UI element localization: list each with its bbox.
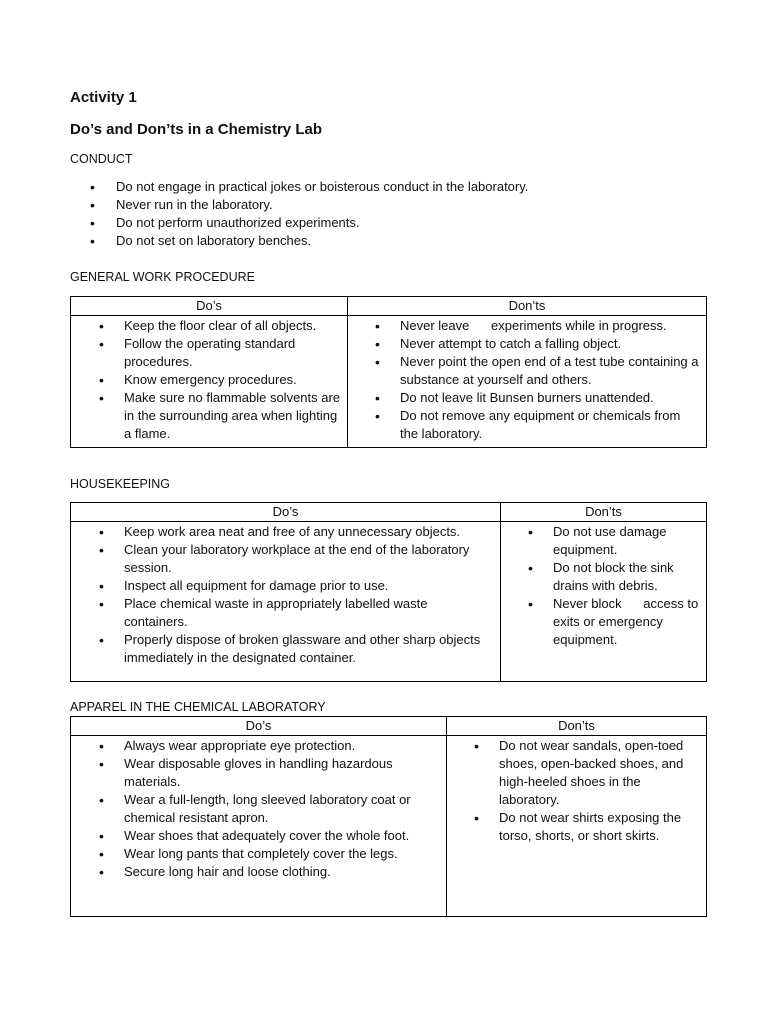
- donts-column-header: Don’ts: [501, 503, 707, 522]
- apparel-label: APPAREL IN THE CHEMICAL LABORATORY: [70, 700, 326, 714]
- list-item: • Never run in the laboratory.: [70, 196, 690, 214]
- list-item: • Wear a full-length, long sleeved laboratory coat or chemical resistant apron.: [71, 791, 440, 827]
- general-work-procedure-label: GENERAL WORK PROCEDURE: [70, 270, 255, 284]
- dos-cell: [71, 522, 501, 682]
- list-item: • Properly dispose of broken glassware and other sharp objects immediately in the designated container.: [71, 631, 494, 667]
- donts-cell: [348, 316, 707, 448]
- apparel-table: [70, 716, 707, 917]
- dos-cell: [71, 316, 348, 448]
- dos-column-header: Do’s: [71, 717, 447, 736]
- general-work-procedure-table: [70, 296, 707, 448]
- list-item: • Do not leave lit Bunsen burners unattended.: [348, 389, 700, 407]
- list-item: • Follow the operating standard procedures.: [71, 335, 341, 371]
- donts-cell: [447, 736, 707, 917]
- list-item: • Do not perform unauthorized experiments.: [70, 214, 690, 232]
- list-item: • Never point the open end of a test tube containing a substance at yourself and others.: [348, 353, 700, 389]
- housekeeping-label: HOUSEKEEPING: [70, 477, 171, 491]
- list-item: • Do not engage in practical jokes or boisterous conduct in the laboratory.: [70, 178, 690, 196]
- list-item: • Do not block the sink drains with debris.: [501, 559, 700, 595]
- activity-heading: Activity 1: [70, 89, 137, 106]
- list-item: • Always wear appropriate eye protection.: [71, 737, 440, 755]
- list-item: • Wear disposable gloves in handling hazardous materials.: [71, 755, 440, 791]
- donts-cell: [501, 522, 707, 682]
- list-item: • Do not set on laboratory benches.: [70, 232, 690, 250]
- list-item: • Wear shoes that adequately cover the whole foot.: [71, 827, 440, 845]
- housekeeping-table: [70, 502, 707, 682]
- list-item: • Inspect all equipment for damage prior to use.: [71, 577, 494, 595]
- conduct-label: CONDUCT: [70, 152, 133, 166]
- list-item: • Wear long pants that completely cover the legs.: [71, 845, 440, 863]
- list-item: • Place chemical waste in appropriately labelled waste containers.: [71, 595, 494, 631]
- list-item: • Keep the floor clear of all objects.: [71, 317, 341, 335]
- list-item: • Do not wear sandals, open-toed shoes, open-backed shoes, and high-heeled shoes in the laboratory.: [447, 737, 700, 809]
- dos-cell: [71, 736, 447, 917]
- list-item: • Clean your laboratory workplace at the end of the laboratory session.: [71, 541, 494, 577]
- list-item: • Make sure no flammable solvents are in the surrounding area when lighting a flame.: [71, 389, 341, 443]
- list-item: • Never attempt to catch a falling object.: [348, 335, 700, 353]
- list-item: • Keep work area neat and free of any unnecessary objects.: [71, 523, 494, 541]
- list-item: • Know emergency procedures.: [71, 371, 341, 389]
- list-item: • Never leave experiments while in progress.: [348, 317, 700, 335]
- document-title: Do’s and Don’ts in a Chemistry Lab: [70, 121, 322, 138]
- list-item: • Do not use damage equipment.: [501, 523, 700, 559]
- dos-column-header: Do’s: [71, 503, 501, 522]
- list-item: • Secure long hair and loose clothing.: [71, 863, 440, 881]
- donts-column-header: Don’ts: [348, 297, 707, 316]
- list-item: • Do not wear shirts exposing the torso, shorts, or short skirts.: [447, 809, 700, 845]
- list-item: • Never block access to exits or emergency equipment.: [501, 595, 700, 649]
- dos-column-header: Do’s: [71, 297, 348, 316]
- donts-column-header: Don’ts: [447, 717, 707, 736]
- conduct-list: [70, 178, 690, 250]
- list-item: • Do not remove any equipment or chemicals from the laboratory.: [348, 407, 700, 443]
